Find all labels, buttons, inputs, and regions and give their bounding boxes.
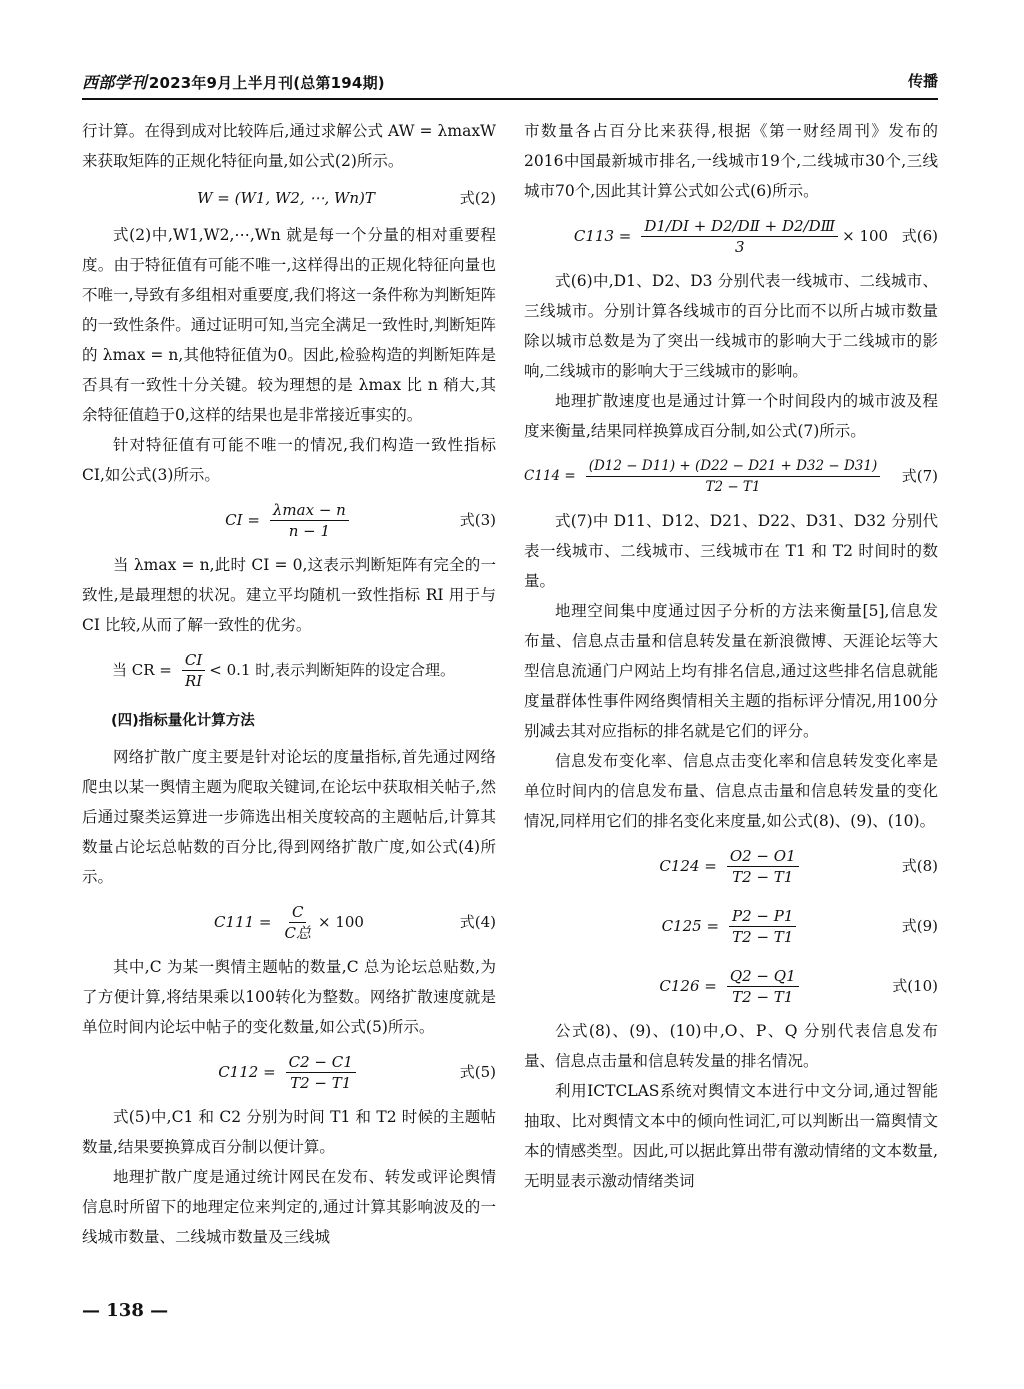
fraction: [729, 906, 796, 947]
equation-9: [524, 896, 938, 956]
paragraph: 其中,C 为某一舆情主题帖的数量,C 总为论坛总贴数,为了方便计算,将结果乘以100转化为整数。网络扩散速度就是单位时间内论坛中帖子的变化数量,如公式(5)所示。: [82, 958, 496, 1036]
equation-lhs: C111 =: [214, 913, 272, 931]
denominator: T2 − T1: [290, 1073, 352, 1092]
equation-lhs: C125 =: [661, 917, 720, 935]
paragraph: 公式(8)、(9)、(10)中,O、P、Q 分别代表信息发布量、信息点击量和信息转发量的排名情况。: [524, 1022, 938, 1070]
equation-2: [82, 176, 496, 220]
equation-3: [82, 490, 496, 550]
fraction: [270, 500, 349, 541]
paragraph: 式(2)中,W1,W2,⋯,Wn 就是每一个分量的相对重要程度。由于特征值有可能不唯一,这样得出的正规化特征向量也不唯一,导致有多组相对重要度,我们将这一条件称为判断矩阵的一致性条件。通过证明可知,当完全满足一致性时,判断矩阵的 λmax = n,其他特征值为0。因此,检验构造的判断矩阵是否具有一致性十分关键。较为理想的是 λmax 比 n 稍大,其余特征值趋于0,这样的结果也是非常接近事实的。: [82, 226, 496, 424]
denominator: T2 − T1: [732, 927, 794, 946]
denominator: T2 − T1: [732, 987, 794, 1006]
equation-5: [82, 1042, 496, 1102]
section-name: 传播: [907, 72, 938, 90]
equation-tag: 式(2): [459, 189, 496, 207]
left-column: [82, 116, 496, 1252]
numerator: O2 − O1: [727, 846, 799, 867]
equation-rhs: × 100: [317, 913, 364, 931]
equation-lhs: C113 =: [573, 227, 632, 245]
fraction: [727, 846, 799, 887]
journal-logo: 西部学刊: [82, 73, 147, 92]
equation-tag: 式(5): [459, 1063, 496, 1081]
equation-tag: 式(8): [901, 857, 938, 875]
paragraph: 市数量各占百分比来获得,根据《第一财经周刊》发布的2016中国最新城市排名,一线城市19个,二线城市30个,三线城市70个,因此其计算公式如公式(6)所示。: [524, 122, 938, 200]
denominator: C总: [284, 923, 311, 942]
numerator: CI: [182, 650, 205, 671]
equation-7: [524, 446, 938, 506]
paragraph: 式(6)中,D1、D2、D3 分别代表一线城市、二线城市、三线城市。分别计算各线城市的百分比而不以所占城市数量除以城市总数是为了突出一线城市的影响大于二线城市的影响,二线城市的影响大于三线城市的影响。: [524, 272, 938, 380]
numerator: C: [289, 902, 306, 923]
numerator: C2 − C1: [286, 1052, 356, 1073]
numerator: λmax − n: [270, 500, 349, 521]
equation-lhs: C124 =: [659, 857, 717, 875]
denominator: T2 − T1: [705, 478, 761, 495]
page-number: — 138 —: [82, 1300, 169, 1321]
equation-tag: 式(10): [892, 977, 938, 995]
paragraph: 地理扩散广度是通过统计网民在发布、转发或评论舆情信息时所留下的地理定位来判定的,通过计算其影响波及的一线城市数量、二线城市数量及三线城: [82, 1168, 496, 1246]
paragraph: 式(5)中,C1 和 C2 分别为时间 T1 和 T2 时候的主题帖数量,结果要换算成百分制以便计算。: [82, 1108, 496, 1156]
cr-prefix: 当 CR =: [112, 661, 172, 679]
equation-tag: 式(4): [459, 913, 496, 931]
numerator: P2 − P1: [729, 906, 796, 927]
numerator: (D12 − D11) + (D22 − D21 + D32 − D31): [586, 456, 881, 477]
paragraph: 地理空间集中度通过因子分析的方法来衡量[5],信息发布量、信息点击量和信息转发量在新浪微博、天涯论坛等大型信息流通门户网站上均有排名信息,通过这些排名信息就能度量群体性事件网络舆情相关主题的指标评分情况,用100分别减去其对应指标的排名就是它们的评分。: [524, 602, 938, 740]
paragraph: 针对特征值有可能不唯一的情况,我们构造一致性指标 CI,如公式(3)所示。: [82, 436, 496, 484]
paragraph: 利用ICTCLAS系统对舆情文本进行中文分词,通过智能抽取、比对舆情文本中的倾向性词汇,可以判断出一篇舆情文本的情感类型。因此,可以据此算出带有激动情绪的文本数量,无明显表示激动情绪类词: [524, 1082, 938, 1190]
denominator: n − 1: [288, 521, 331, 540]
paragraph: 式(7)中 D11、D12、D21、D22、D31、D32 分别代表一线城市、二线城市、三线城市在 T1 和 T2 时间时的数量。: [524, 512, 938, 590]
equation-8: [524, 836, 938, 896]
fraction: [282, 902, 314, 943]
equation-tag: 式(6): [901, 227, 938, 245]
equation-lhs: C114 =: [524, 468, 576, 484]
equation-tag: 式(7): [901, 467, 938, 485]
equation-4: [82, 892, 496, 952]
issue-info: 2023年9月上半月刊(总第194期): [148, 74, 385, 92]
header-rule: [82, 98, 938, 100]
equation-10: [524, 956, 938, 1016]
denominator: T2 − T1: [732, 867, 794, 886]
cr-suffix: < 0.1 时,表示判断矩阵的设定合理。: [209, 661, 456, 679]
section-heading: (四)指标量化计算方法: [111, 713, 255, 729]
denominator: 3: [734, 237, 745, 256]
paragraph: 行计算。在得到成对比较阵后,通过求解公式 AW = λmaxW 来获取矩阵的正规化特征向量,如公式(2)所示。: [82, 122, 496, 170]
denominator: RI: [184, 671, 203, 690]
running-header-left: [82, 70, 385, 93]
equation-lhs: C126 =: [659, 977, 717, 995]
equation-body: W = (W1, W2, ⋯, Wn)T: [197, 189, 375, 207]
fraction: [727, 966, 799, 1007]
fraction: [641, 216, 838, 257]
equation-tag: 式(9): [901, 917, 938, 935]
equation-rhs: × 100: [842, 227, 889, 245]
numerator: Q2 − Q1: [727, 966, 799, 987]
paragraph: 网络扩散广度主要是针对论坛的度量指标,首先通过网络爬虫以某一舆情主题为爬取关键词,在论坛中获取相关帖子,然后通过聚类运算进一步筛选出相关度较高的主题帖后,计算其数量占论坛总帖数的百分比,得到网络扩散广度,如公式(4)所示。: [82, 748, 496, 886]
right-column: [524, 116, 938, 1196]
numerator: D1/DⅠ + D2/DⅡ + D2/DⅢ: [641, 216, 838, 237]
fraction: [586, 456, 881, 497]
paragraph: 当 λmax = n,此时 CI = 0,这表示判断矩阵有完全的一致性,是最理想的状况。建立平均随机一致性指标 RI 用于与 CI 比较,从而了解一致性的优劣。: [82, 556, 496, 634]
equation-lhs: C112 =: [218, 1063, 276, 1081]
fraction: [182, 650, 205, 691]
equation-6: [524, 206, 938, 266]
cr-condition: [82, 640, 496, 700]
paragraph: 地理扩散速度也是通过计算一个时间段内的城市波及程度来衡量,结果同样换算成百分制,如公式(7)所示。: [524, 392, 938, 440]
fraction: [286, 1052, 356, 1093]
paragraph: 信息发布变化率、信息点击变化率和信息转发变化率是单位时间内的信息发布量、信息点击量和信息转发量的变化情况,同样用它们的排名变化来度量,如公式(8)、(9)、(10)。: [524, 752, 938, 830]
equation-tag: 式(3): [459, 511, 496, 529]
equation-lhs: CI =: [225, 511, 260, 529]
